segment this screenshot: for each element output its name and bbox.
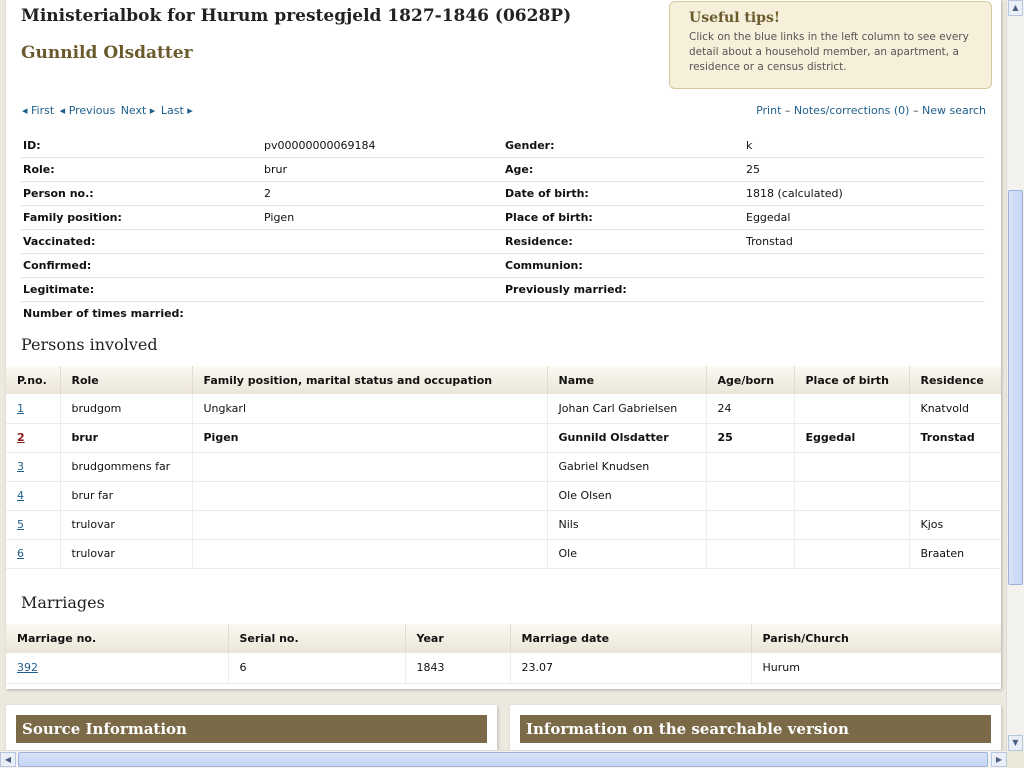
detail-label: Number of times married: bbox=[23, 307, 184, 320]
marriages-heading: Marriages bbox=[21, 593, 105, 612]
record-navigation bbox=[22, 104, 195, 117]
scrollbar-corner bbox=[1007, 751, 1024, 768]
marriage-number-link[interactable]: 392 bbox=[17, 661, 38, 675]
table-cell bbox=[706, 539, 794, 568]
next-link[interactable]: Next ▸ bbox=[120, 104, 156, 117]
table-cell bbox=[794, 539, 909, 568]
scroll-left-icon[interactable]: ◀ bbox=[0, 752, 16, 767]
person-number-link[interactable]: 1 bbox=[17, 401, 24, 415]
table-cell bbox=[706, 452, 794, 481]
column-header: Age/born bbox=[706, 366, 794, 394]
table-cell bbox=[6, 539, 60, 568]
separator: – bbox=[912, 104, 919, 117]
table-cell bbox=[6, 653, 228, 683]
table-row bbox=[6, 539, 1001, 568]
table-cell: Nils bbox=[547, 510, 706, 539]
table-cell bbox=[794, 481, 909, 510]
first-link[interactable]: ◂ First bbox=[22, 104, 55, 117]
table-row bbox=[6, 481, 1001, 510]
detail-value: 1818 (calculated) bbox=[744, 182, 985, 206]
searchable-version-heading: Information on the searchable version bbox=[520, 715, 991, 743]
table-cell: brur far bbox=[60, 481, 192, 510]
tips-title: Useful tips! bbox=[689, 10, 780, 26]
table-cell: Ole Olsen bbox=[547, 481, 706, 510]
print-link[interactable]: Print bbox=[756, 104, 782, 117]
detail-row bbox=[21, 278, 985, 302]
detail-row bbox=[21, 230, 985, 254]
detail-label: Communion: bbox=[503, 254, 744, 278]
table-cell: Gunnild Olsdatter bbox=[547, 423, 706, 452]
person-number-link[interactable]: 2 bbox=[17, 431, 25, 444]
notes-corrections-link[interactable]: Notes/corrections (0) bbox=[793, 104, 910, 117]
horizontal-scroll-thumb[interactable] bbox=[18, 752, 988, 767]
table-cell: Braaten bbox=[909, 539, 1001, 568]
detail-label: Role: bbox=[21, 158, 262, 182]
table-cell: Knatvold bbox=[909, 394, 1001, 423]
page-actions bbox=[756, 104, 986, 117]
detail-row bbox=[21, 158, 985, 182]
column-header: Role bbox=[60, 366, 192, 394]
detail-row bbox=[21, 302, 985, 326]
table-cell: Johan Carl Gabrielsen bbox=[547, 394, 706, 423]
table-cell: brudgommens far bbox=[60, 452, 192, 481]
detail-value: k bbox=[744, 134, 985, 158]
table-cell bbox=[706, 481, 794, 510]
detail-value bbox=[744, 278, 985, 302]
new-search-link[interactable]: New search bbox=[921, 104, 986, 117]
detail-value bbox=[744, 254, 985, 278]
person-number-link[interactable]: 6 bbox=[17, 547, 24, 560]
person-number-link[interactable]: 5 bbox=[17, 518, 24, 531]
column-header: Parish/Church bbox=[751, 624, 1001, 653]
detail-row bbox=[21, 206, 985, 230]
table-cell: Tronstad bbox=[909, 423, 1001, 452]
table-cell bbox=[192, 539, 547, 568]
persons-involved-table bbox=[6, 366, 1001, 569]
table-cell bbox=[6, 394, 60, 423]
page-title: Ministerialbok for Hurum prestegjeld 1827-1846 (0628P) bbox=[21, 6, 572, 26]
table-cell bbox=[794, 510, 909, 539]
detail-label: Previously married: bbox=[503, 278, 744, 302]
table-cell bbox=[6, 423, 60, 452]
main-content bbox=[6, 0, 1001, 689]
detail-value: Eggedal bbox=[744, 206, 985, 230]
table-cell bbox=[706, 510, 794, 539]
table-row bbox=[6, 394, 1001, 423]
detail-label: Place of birth: bbox=[503, 206, 744, 230]
table-cell bbox=[192, 510, 547, 539]
table-cell bbox=[909, 452, 1001, 481]
detail-label: Residence: bbox=[503, 230, 744, 254]
detail-label bbox=[503, 302, 744, 326]
table-cell bbox=[192, 452, 547, 481]
detail-label: Legitimate: bbox=[21, 278, 262, 302]
detail-label: Person no.: bbox=[21, 182, 262, 206]
table-cell: Ole bbox=[547, 539, 706, 568]
vertical-scroll-thumb[interactable] bbox=[1008, 190, 1023, 585]
detail-value: 2 bbox=[262, 182, 503, 206]
detail-value bbox=[262, 302, 503, 326]
horizontal-scrollbar[interactable] bbox=[0, 750, 1007, 768]
detail-value: Pigen bbox=[262, 206, 503, 230]
detail-row bbox=[21, 134, 985, 158]
table-cell: 1843 bbox=[405, 653, 510, 683]
vertical-scrollbar[interactable] bbox=[1006, 0, 1024, 751]
person-name: Gunnild Olsdatter bbox=[21, 43, 193, 63]
last-link[interactable]: Last ▸ bbox=[160, 104, 193, 117]
source-information-heading: Source Information bbox=[16, 715, 487, 743]
table-cell bbox=[6, 510, 60, 539]
detail-label: ID: bbox=[21, 134, 262, 158]
scroll-right-icon[interactable]: ▶ bbox=[991, 752, 1007, 767]
table-cell bbox=[794, 452, 909, 481]
previous-link[interactable]: ◂ Previous bbox=[59, 104, 116, 117]
table-cell: Kjos bbox=[909, 510, 1001, 539]
detail-value bbox=[262, 230, 503, 254]
detail-value bbox=[262, 254, 503, 278]
marriages-table bbox=[6, 624, 1001, 684]
table-cell: Eggedal bbox=[794, 423, 909, 452]
detail-label: Family position: bbox=[21, 206, 262, 230]
table-cell: Ungkarl bbox=[192, 394, 547, 423]
column-header: Name bbox=[547, 366, 706, 394]
table-cell: 6 bbox=[228, 653, 405, 683]
table-cell: 25 bbox=[706, 423, 794, 452]
table-cell: Pigen bbox=[192, 423, 547, 452]
column-header: Residence bbox=[909, 366, 1001, 394]
scroll-down-icon[interactable]: ▼ bbox=[1008, 735, 1023, 751]
table-row bbox=[6, 510, 1001, 539]
column-header: Family position, marital status and occupation bbox=[192, 366, 547, 394]
table-cell: Gabriel Knudsen bbox=[547, 452, 706, 481]
detail-value: brur bbox=[262, 158, 503, 182]
column-header: Place of birth bbox=[794, 366, 909, 394]
column-header: P.no. bbox=[6, 366, 60, 394]
detail-label: Age: bbox=[503, 158, 744, 182]
table-row bbox=[6, 653, 1001, 683]
table-cell bbox=[909, 481, 1001, 510]
table-cell: Hurum bbox=[751, 653, 1001, 683]
table-cell: trulovar bbox=[60, 510, 192, 539]
column-header: Marriage date bbox=[510, 624, 751, 653]
detail-value: Tronstad bbox=[744, 230, 985, 254]
useful-tips-box bbox=[669, 1, 992, 89]
column-header: Year bbox=[405, 624, 510, 653]
detail-value bbox=[744, 302, 985, 326]
detail-value bbox=[262, 278, 503, 302]
detail-label: Gender: bbox=[503, 134, 744, 158]
tips-text: Click on the blue links in the left column to see every detail about a household member, an apartment, a residence or a census district. bbox=[689, 31, 969, 73]
table-cell: 24 bbox=[706, 394, 794, 423]
table-cell: brudgom bbox=[60, 394, 192, 423]
detail-row bbox=[21, 254, 985, 278]
person-number-link[interactable]: 4 bbox=[17, 489, 24, 502]
person-number-link[interactable]: 3 bbox=[17, 460, 24, 473]
table-row bbox=[6, 423, 1001, 452]
column-header: Serial no. bbox=[228, 624, 405, 653]
detail-value: 25 bbox=[744, 158, 985, 182]
table-row bbox=[6, 452, 1001, 481]
detail-label: Date of birth: bbox=[503, 182, 744, 206]
table-cell: trulovar bbox=[60, 539, 192, 568]
persons-involved-heading: Persons involved bbox=[21, 335, 158, 354]
table-cell bbox=[6, 452, 60, 481]
detail-value: pv00000000069184 bbox=[262, 134, 503, 158]
detail-row bbox=[21, 182, 985, 206]
detail-label: Confirmed: bbox=[21, 254, 262, 278]
table-cell: 23.07 bbox=[510, 653, 751, 683]
separator: – bbox=[784, 104, 791, 117]
person-details-table bbox=[21, 134, 985, 325]
column-header: Marriage no. bbox=[6, 624, 228, 653]
table-cell bbox=[6, 481, 60, 510]
detail-label: Vaccinated: bbox=[21, 230, 262, 254]
table-cell bbox=[794, 394, 909, 423]
scroll-up-icon[interactable]: ▲ bbox=[1008, 0, 1023, 16]
table-cell: brur bbox=[60, 423, 192, 452]
table-cell bbox=[192, 481, 547, 510]
